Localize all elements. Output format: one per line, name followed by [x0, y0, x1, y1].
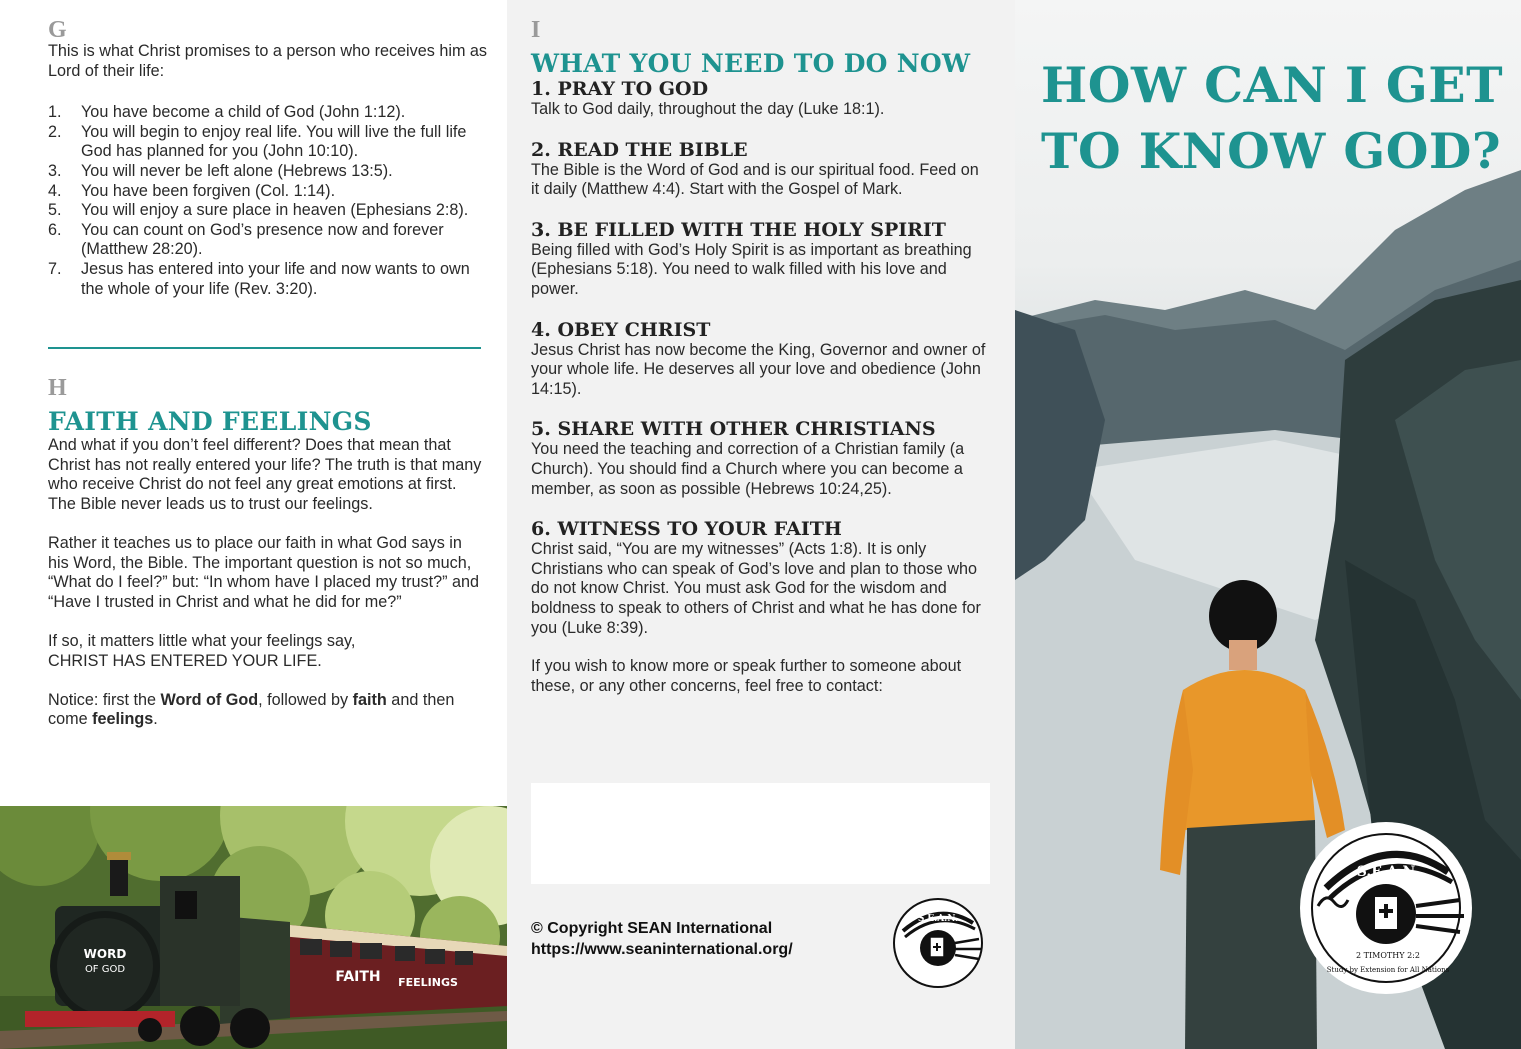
step-witness: [531, 518, 991, 638]
engine-label-of-god: OF GOD: [84, 964, 126, 975]
list-text: You can count on God’s presence now and forever (Matthew 28:20).: [81, 220, 444, 259]
promise-list: [48, 103, 488, 299]
step-read-bible: [531, 139, 991, 200]
logo-name: S.E.A.N.: [917, 914, 959, 924]
step-text: Being filled with God’s Holy Spirit is as important as breathing (Ephesians 5:18). You need to walk filled with his love and power.: [531, 240, 972, 298]
bold-feelings: feelings: [92, 710, 154, 729]
contact-text: If you wish to know more or speak further to someone about these, or any other concerns, feel free to contact:: [531, 657, 962, 695]
list-number: 6.: [48, 220, 62, 239]
step-heading: 6. WITNESS TO YOUR FAITH: [531, 518, 842, 541]
bold-word-of-god: Word of God: [160, 690, 259, 709]
paragraph: [48, 632, 483, 671]
text-line: If so, it matters little what your feelings say,: [48, 631, 356, 650]
section-letter-i: I: [531, 17, 541, 43]
list-text: You have been forgiven (Col. 1:14).: [81, 181, 336, 200]
copyright-block: [531, 918, 793, 960]
step-text: Jesus Christ has now become the King, Governor and owner of your whole life. He deserves all your love and obedience (John 14:15).: [531, 340, 986, 398]
step-obey-christ: [531, 319, 991, 400]
list-item: [48, 123, 488, 162]
left-panel: [0, 0, 507, 1049]
step-heading: 3. BE FILLED WITH THE HOLY SPIRIT: [531, 218, 946, 241]
text-run: .: [153, 710, 158, 729]
list-number: 4.: [48, 181, 62, 200]
car-label-feelings: FEELINGS: [398, 976, 458, 989]
list-text: You will enjoy a sure place in heaven (Ephesians 2:8).: [81, 201, 469, 220]
middle-panel: [507, 0, 1015, 1049]
sean-logo-large: [1298, 820, 1474, 996]
section-letter-g: G: [48, 17, 67, 43]
section-letter-h: H: [48, 375, 67, 401]
step-heading: 2. READ THE BIBLE: [531, 138, 748, 161]
section-i: [531, 18, 991, 696]
cover-panel: [1015, 0, 1521, 1049]
list-number: 5.: [48, 201, 62, 220]
step-holy-spirit: [531, 219, 991, 300]
copyright-text: © Copyright SEAN International: [531, 920, 773, 937]
step-heading: 4. OBEY CHRIST: [531, 318, 711, 341]
list-text: You will never be left alone (Hebrews 13:5).: [81, 161, 393, 180]
text-line: CHRIST HAS ENTERED YOUR LIFE.: [48, 651, 322, 670]
cover-title-line-2: TO KNOW GOD?: [1041, 122, 1502, 180]
train-photo: [0, 806, 507, 1049]
step-heading: 1. PRAY TO GOD: [531, 78, 709, 100]
step-text: Christ said, “You are my witnesses” (Acts 1:8). It is only Christians who can speak of God’s love and plan to those who do not know Christ. You must ask God for the wisdom and boldness to speak to others of Christ and what he has done for you (Luke 8:39).: [531, 540, 981, 637]
list-text: You have become a child of God (John 1:12).: [81, 103, 406, 122]
sean-logo-small: [883, 893, 993, 993]
cover-title-line-1: HOW CAN I GET: [1041, 56, 1504, 114]
train-illustration: [0, 806, 507, 1049]
step-text: Talk to God daily, throughout the day (Luke 18:1).: [531, 100, 885, 118]
text-run: Notice: first the: [48, 690, 161, 709]
logo-name: S.E.A.N.: [1356, 864, 1420, 880]
what-to-do-heading: WHAT YOU NEED TO DO NOW: [531, 49, 971, 78]
section-g-intro: This is what Christ promises to a person who receives him as Lord of their life:: [48, 42, 488, 80]
engine-label-word: WORD: [83, 947, 127, 961]
list-item: [48, 201, 488, 221]
text-run: and then come: [48, 690, 455, 729]
step-heading: 5. SHARE WITH OTHER CHRISTIANS: [531, 418, 936, 441]
paragraph: And what if you don’t feel different? Does that mean that Christ has not really entered your life? The truth is that many who receive Christ do not feel any great emotions at first. The Bible never leads us to trust our feelings.: [48, 436, 482, 513]
list-text: Jesus has entered into your life and now wants to own the whole of your life (Rev. 3:20).: [81, 259, 470, 298]
list-number: 2.: [48, 122, 62, 141]
list-number: 1.: [48, 103, 62, 122]
text-run: , followed by: [258, 690, 353, 709]
step-pray: [531, 78, 991, 120]
list-item: [48, 103, 488, 123]
list-item: [48, 260, 488, 299]
notice-paragraph: [48, 691, 483, 730]
section-divider: [48, 347, 481, 349]
step-text: You need the teaching and correction of a Christian family (a Church). You should find a Church where you can become a member, as soon as possible (Hebrews 10:24,25).: [531, 440, 965, 498]
logo-motto: Study by Extension for All Nations: [1326, 966, 1450, 974]
section-h: [48, 376, 483, 730]
list-text: You will begin to enjoy real life. You will live the full life God has planned for you (John 10:10).: [81, 122, 467, 161]
list-item: [48, 162, 488, 182]
contact-box: [531, 783, 990, 884]
cover-title: [1041, 52, 1511, 184]
step-text: The Bible is the Word of God and is our spiritual food. Feed on it daily (Matthew 4:4). Start with the Gospel of Mark.: [531, 160, 979, 199]
step-share: [531, 418, 991, 499]
list-item: [48, 221, 488, 260]
list-number: 3.: [48, 161, 62, 180]
list-number: 7.: [48, 259, 62, 278]
faith-feelings-heading: FAITH AND FEELINGS: [48, 407, 372, 436]
bold-faith: faith: [352, 690, 387, 709]
car-label-faith: FAITH: [335, 969, 381, 985]
section-g: [48, 18, 488, 299]
website-link[interactable]: https://www.seaninternational.org/: [531, 941, 793, 958]
paragraph: Rather it teaches us to place our faith in what God says in his Word, the Bible. The important question is not so much, “What do I feel?” but: “In whom have I placed my trust?” and “Have I trusted in Christ and what he did for me?”: [48, 533, 479, 611]
logo-verse: 2 TIMOTHY 2:2: [1356, 951, 1420, 960]
list-item: [48, 182, 488, 202]
